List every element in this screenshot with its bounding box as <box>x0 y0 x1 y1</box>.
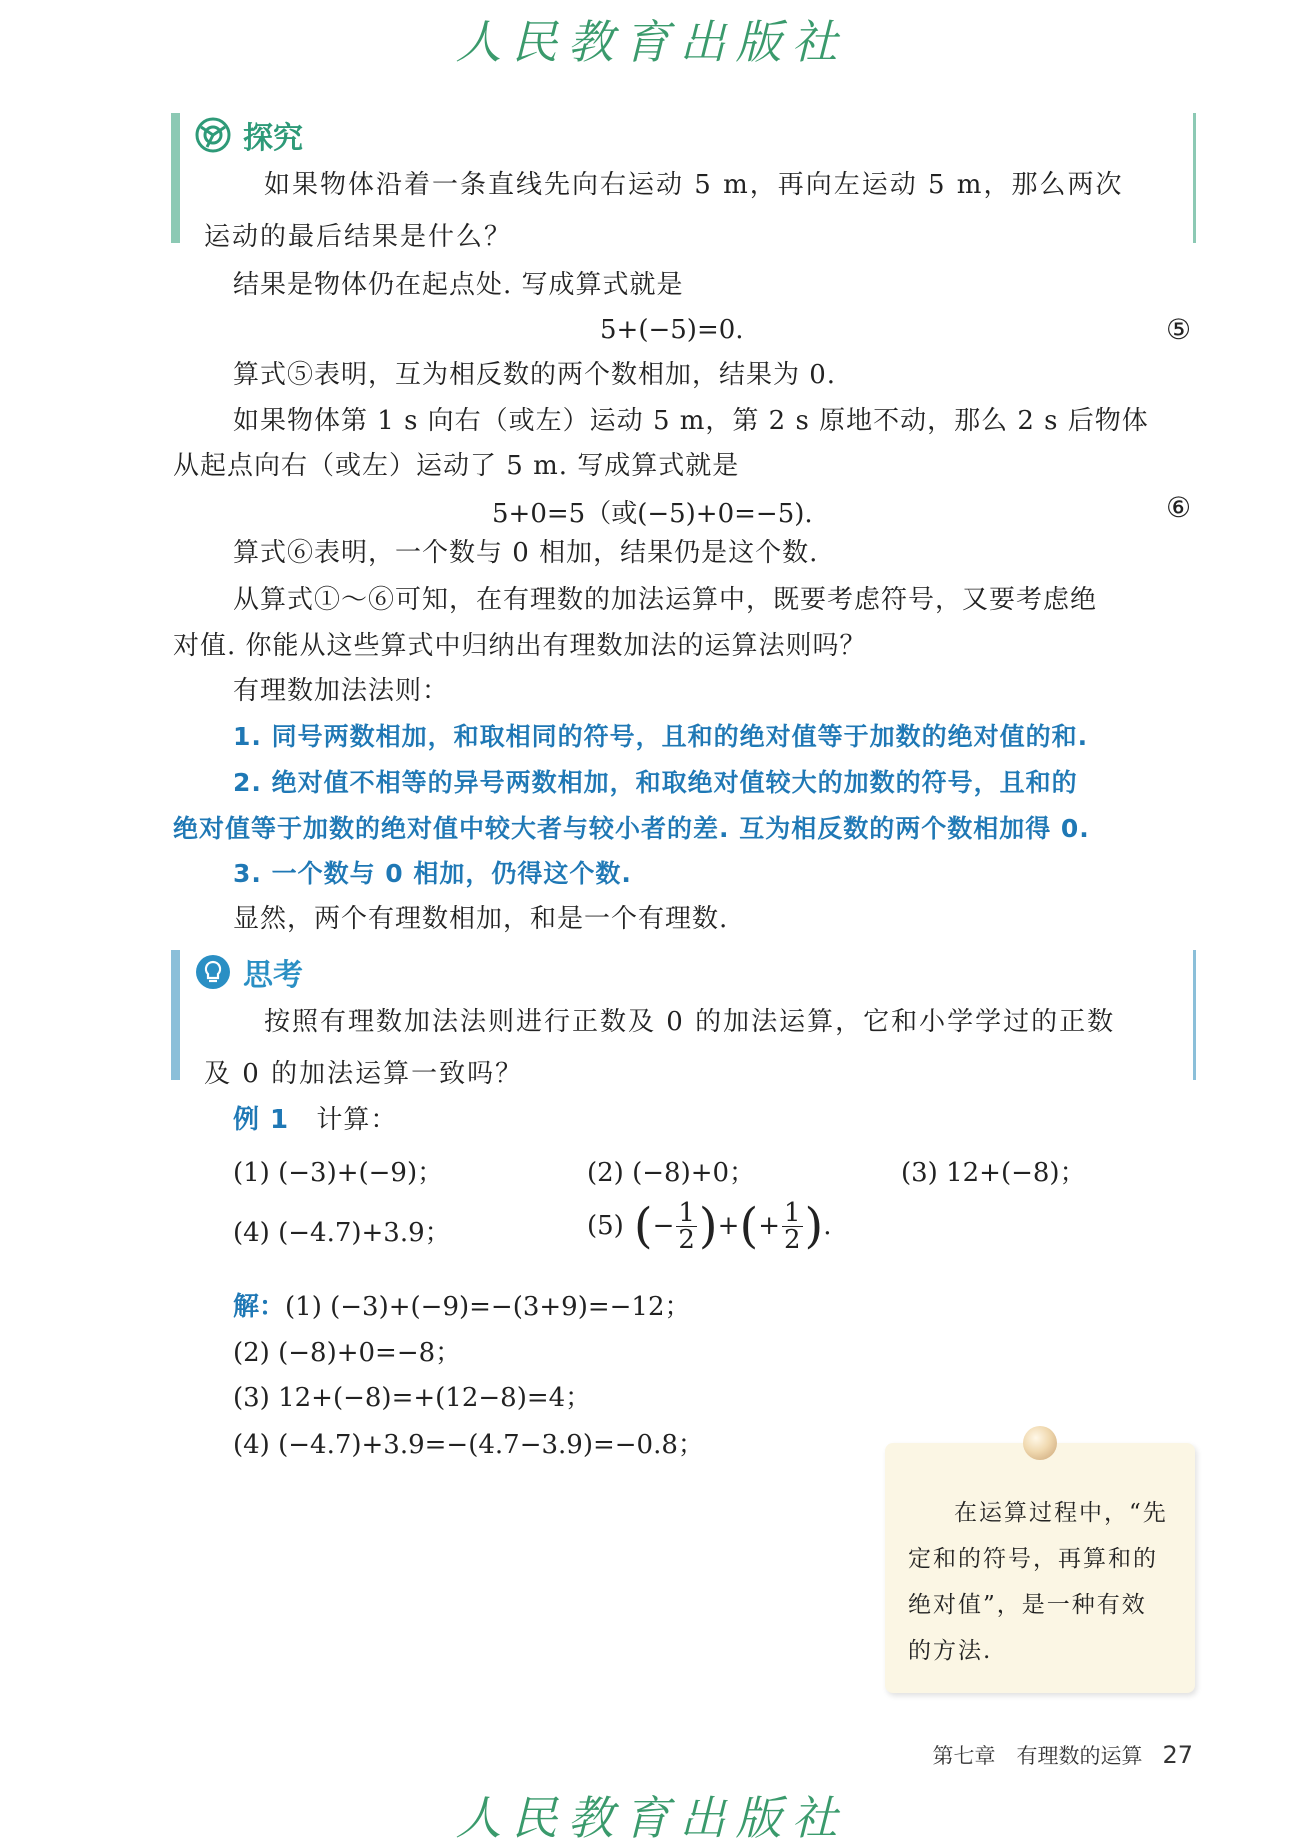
side-note-text <box>908 1490 1183 1674</box>
fraction-2-denominator: 2 <box>783 1224 801 1255</box>
side-note-line-4: 的方法. <box>908 1638 993 1664</box>
explore-line-2: 运动的最后结果是什么？ <box>204 222 513 252</box>
question-5-sign-1: − <box>652 1211 675 1241</box>
side-note-line-2: 定和的符号，再算和的 <box>908 1546 1158 1572</box>
explore-line-1: 如果物体沿着一条直线先向右运动 5 m，再向左运动 5 m，那么两次 <box>264 170 1124 200</box>
solution-2: (2) (−8)+0=−8； <box>233 1338 462 1368</box>
paragraph-5-line-1: 从算式①～⑥可知，在有理数的加法运算中，既要考虑符号，又要考虑绝 <box>233 585 1098 615</box>
example-title: 计算： <box>316 1105 398 1135</box>
fraction-2-numerator: 1 <box>783 1197 801 1228</box>
question-5-plus: + <box>717 1211 740 1241</box>
question-5-prefix: (5) <box>587 1211 624 1241</box>
question-5-sign-2: + <box>758 1211 780 1241</box>
question-3: (3) 12+(−8)； <box>901 1158 1086 1188</box>
equation-6: 5+0=5（或(−5)+0=−5). <box>492 499 813 529</box>
right-paren: ) <box>698 1198 718 1254</box>
think-bar <box>171 950 180 1080</box>
paragraph-3-line-2: 从起点向右（或左）运动了 5 m. 写成算式就是 <box>173 451 740 481</box>
page-footer <box>932 1740 1193 1770</box>
solution-1 <box>233 1286 691 1323</box>
fraction-1-denominator: 2 <box>678 1224 695 1255</box>
solution-4: (4) (−4.7)+3.9=−(4.7−3.9)=−0.8； <box>233 1430 704 1460</box>
explore-title: 探究 <box>243 121 303 156</box>
explore-right-bar <box>1193 113 1196 243</box>
rule-3: 3. 一个数与 0 相加，仍得这个数. <box>233 859 632 888</box>
question-5 <box>587 1198 832 1254</box>
question-1: (1) (−3)+(−9)； <box>233 1158 444 1188</box>
paragraph-4: 算式⑥表明，一个数与 0 相加，结果仍是这个数. <box>233 538 819 568</box>
think-line-2: 及 0 的加法运算一致吗？ <box>204 1059 524 1089</box>
equation-6-number: ⑥ <box>1166 491 1192 524</box>
paragraph-1: 结果是物体仍在起点处. 写成算式就是 <box>233 270 684 300</box>
question-2: (2) (−8)+0； <box>587 1158 756 1188</box>
side-note-line-3: 绝对值”，是一种有效 <box>908 1592 1147 1618</box>
equation-5-number: ⑤ <box>1166 313 1192 346</box>
explore-bar <box>171 113 180 243</box>
page-number: 27 <box>1162 1741 1193 1769</box>
rule-2-line-2: 绝对值等于加数的绝对值中较大者与较小者的差. 互为相反数的两个数相加得 0. <box>173 814 1090 843</box>
conclusion: 显然，两个有理数相加，和是一个有理数. <box>233 904 729 934</box>
paragraph-3-line-1: 如果物体第 1 s 向右（或左）运动 5 m，第 2 s 原地不动，那么 2 s 后物体 <box>233 406 1149 436</box>
example-label: 例 1 <box>233 1105 290 1135</box>
publisher-logo-bottom: 人民教育出版社 <box>455 1791 848 1845</box>
explore-text <box>204 159 1176 263</box>
paragraph-2: 算式⑤表明，互为相反数的两个数相加，结果为 0. <box>233 360 837 390</box>
think-title: 思考 <box>243 958 303 993</box>
pin-icon <box>1023 1426 1057 1460</box>
question-5-end: . <box>823 1211 832 1241</box>
explore-box <box>171 113 1196 252</box>
solution-1-text: (1) (−3)+(−9)=−(3+9)=−12； <box>285 1292 691 1322</box>
fraction-1 <box>676 1197 697 1255</box>
rule-1: 1. 同号两数相加，和取相同的符号，且和的绝对值等于加数的绝对值的和. <box>233 722 1089 751</box>
side-note-line-1: 在运算过程中，“先 <box>954 1500 1168 1526</box>
think-line-1: 按照有理数加法法则进行正数及 0 的加法运算，它和小学学过的正数 <box>264 1007 1116 1037</box>
right-paren-2: ) <box>804 1198 824 1254</box>
think-box <box>171 950 1196 1089</box>
solution-3: (3) 12+(−8)=+(12−8)=4； <box>233 1383 592 1413</box>
explore-icon <box>195 117 231 153</box>
think-text <box>204 996 1176 1100</box>
solution-label: 解： <box>233 1292 286 1322</box>
publisher-logo-top: 人民教育出版社 <box>455 15 848 69</box>
left-paren: ( <box>633 1198 653 1254</box>
lightbulb-icon <box>195 954 231 990</box>
paragraph-6: 有理数加法法则： <box>233 676 450 706</box>
left-paren-2: ( <box>739 1198 759 1254</box>
think-right-bar <box>1193 950 1196 1080</box>
question-4: (4) (−4.7)+3.9； <box>233 1218 451 1248</box>
example-heading <box>233 1105 1253 1135</box>
rule-2-line-1: 2. 绝对值不相等的异号两数相加，和取绝对值较大的加数的符号，且和的 <box>233 768 1078 797</box>
paragraph-5-line-2: 对值. 你能从这些算式中归纳出有理数加法的运算法则吗？ <box>173 631 867 661</box>
equation-5: 5+(−5)=0. <box>600 315 744 345</box>
fraction-1-numerator: 1 <box>678 1197 695 1228</box>
fraction-2 <box>782 1197 803 1255</box>
chapter-title: 第七章 有理数的运算 <box>932 1744 1143 1768</box>
